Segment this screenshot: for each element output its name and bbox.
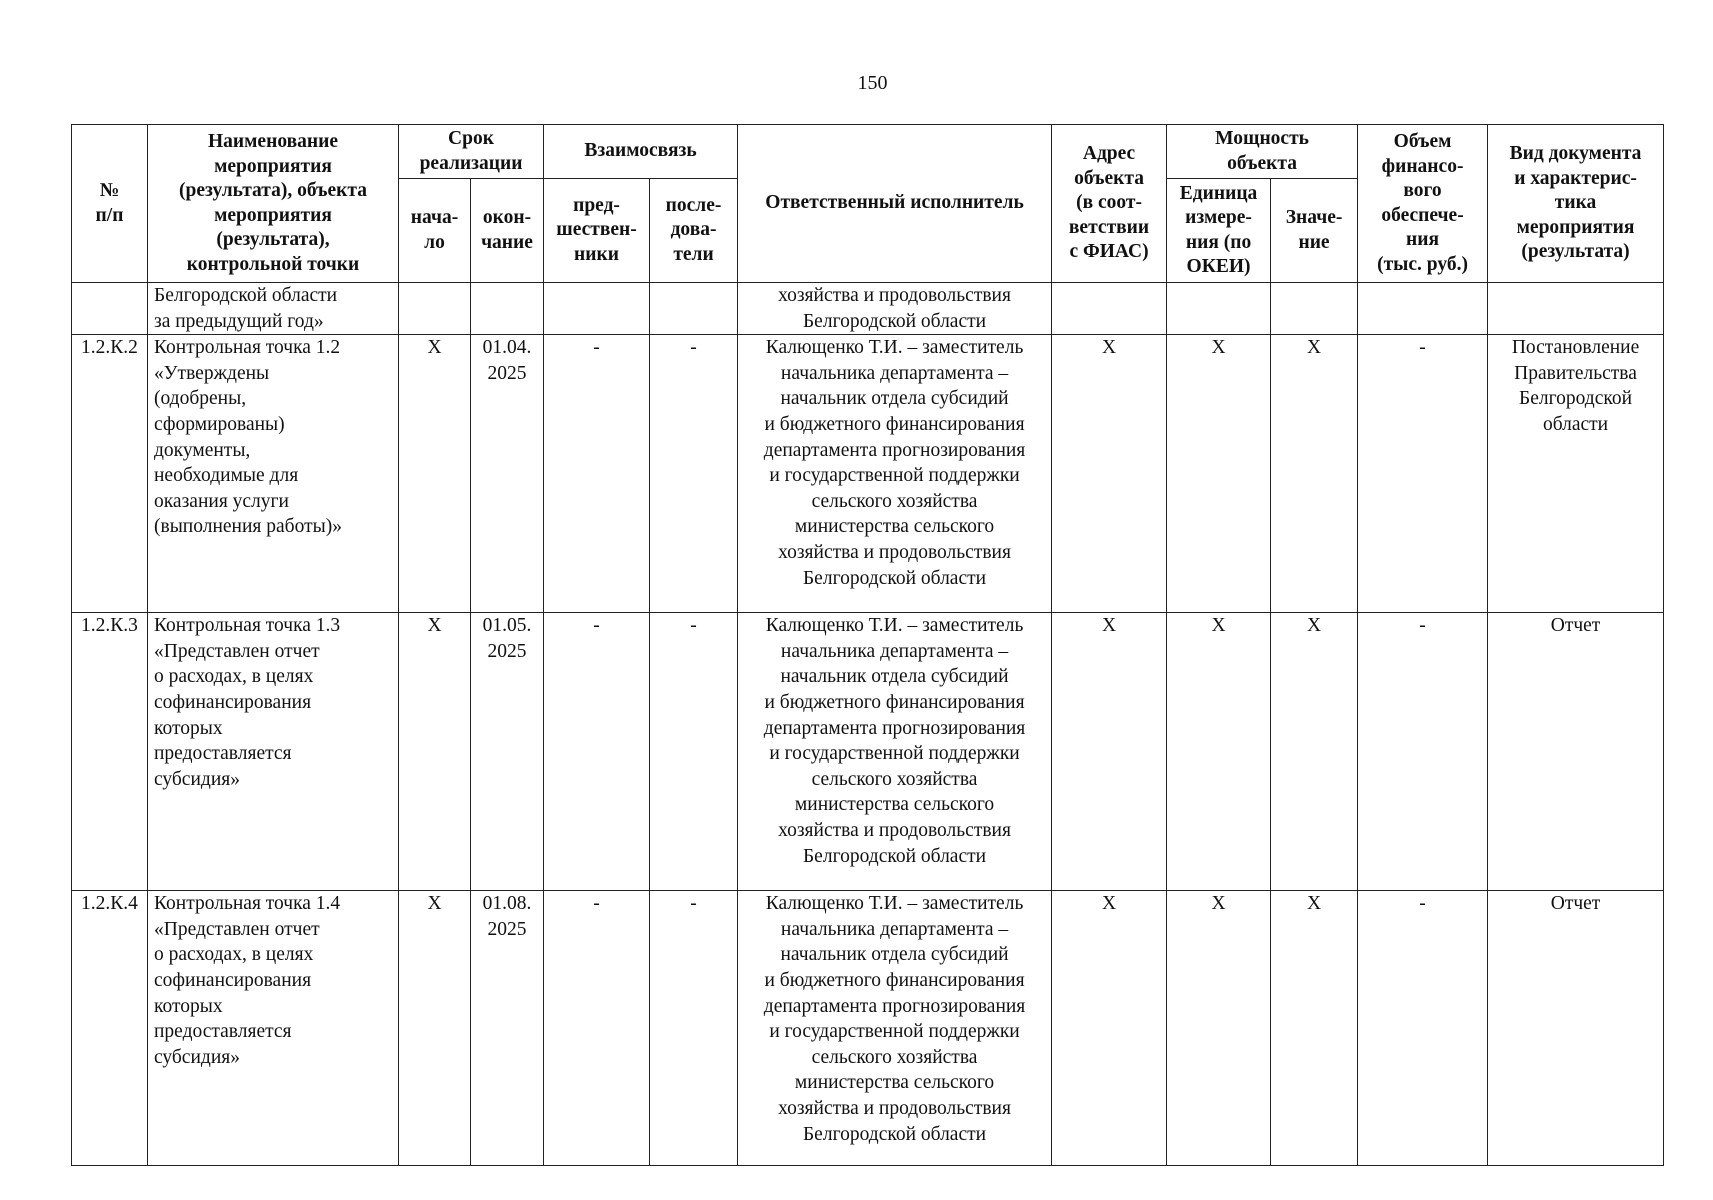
cell-pred: - xyxy=(544,335,650,613)
header-num: № п/п xyxy=(72,125,148,283)
cell-start: X xyxy=(399,335,471,613)
cell-succ: - xyxy=(650,335,738,613)
cell-executor: Калющенко Т.И. – заместитель начальника департамента – начальник отдела субсидий и бюджетного финансирования департамента прогнозирования и государственной поддержки сельского хозяйства министерства сельского хозяйства и продовольствия Белгородской области xyxy=(738,335,1052,613)
cell-end: 01.05. 2025 xyxy=(471,613,544,891)
cell-value: X xyxy=(1271,891,1358,1166)
cell-finance: - xyxy=(1358,891,1488,1166)
cell-num: 1.2.К.3 xyxy=(72,613,148,891)
cell-executor: хозяйства и продовольствия Белгородской области xyxy=(738,283,1052,335)
cell-succ xyxy=(650,283,738,335)
cell-unit: X xyxy=(1167,613,1271,891)
cell-value xyxy=(1271,283,1358,335)
cell-doc: Постановление Правительства Белгородской области xyxy=(1488,335,1664,613)
header-finance: Объем финансо- вого обеспече- ния (тыс. руб.) xyxy=(1358,125,1488,283)
cell-succ: - xyxy=(650,891,738,1166)
cell-doc xyxy=(1488,283,1664,335)
header-term-end: окон- чание xyxy=(471,179,544,283)
plan-table xyxy=(71,124,1664,1166)
header-doc-type: Вид документа и характерис- тика мероприятия (результата) xyxy=(1488,125,1664,283)
cell-num: 1.2.К.2 xyxy=(72,335,148,613)
cell-end xyxy=(471,283,544,335)
cell-finance xyxy=(1358,283,1488,335)
cell-name: Контрольная точка 1.4 «Представлен отчет о расходах, в целях софинансирования которых предоставляется субсидия» xyxy=(148,891,399,1166)
cell-end: 01.04. 2025 xyxy=(471,335,544,613)
table-row xyxy=(72,613,1664,891)
cell-pred: - xyxy=(544,891,650,1166)
cell-start: X xyxy=(399,613,471,891)
header-relation-pred: пред- шествен- ники xyxy=(544,179,650,283)
header-row-1 xyxy=(72,125,1664,179)
header-name: Наименование мероприятия (результата), объекта мероприятия (результата), контрольной точки xyxy=(148,125,399,283)
cell-address: X xyxy=(1052,613,1167,891)
cell-name: Белгородской области за предыдущий год» xyxy=(148,283,399,335)
cell-finance: - xyxy=(1358,335,1488,613)
cell-num: 1.2.К.4 xyxy=(72,891,148,1166)
cell-name: Контрольная точка 1.3 «Представлен отчет о расходах, в целях софинансирования которых предоставляется субсидия» xyxy=(148,613,399,891)
cell-num xyxy=(72,283,148,335)
header-relation: Взаимосвязь xyxy=(544,125,738,179)
page-number: 150 xyxy=(857,72,888,94)
header-term-start: нача- ло xyxy=(399,179,471,283)
cell-executor: Калющенко Т.И. – заместитель начальника департамента – начальник отдела субсидий и бюджетного финансирования департамента прогнозирования и государственной поддержки сельского хозяйства министерства сельского хозяйства и продовольствия Белгородской области xyxy=(738,613,1052,891)
cell-finance: - xyxy=(1358,613,1488,891)
cell-pred: - xyxy=(544,613,650,891)
table-row xyxy=(72,335,1664,613)
table-row-continuation xyxy=(72,283,1664,335)
cell-address xyxy=(1052,283,1167,335)
cell-doc: Отчет xyxy=(1488,891,1664,1166)
cell-name: Контрольная точка 1.2 «Утверждены (одобрены, сформированы) документы, необходимые для оказания услуги (выполнения работы)» xyxy=(148,335,399,613)
cell-unit: X xyxy=(1167,335,1271,613)
header-executor: Ответственный исполнитель xyxy=(738,125,1052,283)
header-capacity-unit: Единица измере- ния (по ОКЕИ) xyxy=(1167,179,1271,283)
cell-executor: Калющенко Т.И. – заместитель начальника департамента – начальник отдела субсидий и бюджетного финансирования департамента прогнозирования и государственной поддержки сельского хозяйства министерства сельского хозяйства и продовольствия Белгородской области xyxy=(738,891,1052,1166)
cell-unit: X xyxy=(1167,891,1271,1166)
cell-address: X xyxy=(1052,891,1167,1166)
table-row xyxy=(72,891,1664,1166)
cell-start xyxy=(399,283,471,335)
header-term: Срок реализации xyxy=(399,125,544,179)
cell-end: 01.08. 2025 xyxy=(471,891,544,1166)
cell-unit xyxy=(1167,283,1271,335)
header-relation-succ: после- дова- тели xyxy=(650,179,738,283)
cell-doc: Отчет xyxy=(1488,613,1664,891)
cell-pred xyxy=(544,283,650,335)
header-address: Адрес объекта (в соот- ветствии с ФИАС) xyxy=(1052,125,1167,283)
header-capacity: Мощность объекта xyxy=(1167,125,1358,179)
cell-address: X xyxy=(1052,335,1167,613)
cell-value: X xyxy=(1271,613,1358,891)
cell-value: X xyxy=(1271,335,1358,613)
header-capacity-value: Значе- ние xyxy=(1271,179,1358,283)
cell-succ: - xyxy=(650,613,738,891)
cell-start: X xyxy=(399,891,471,1166)
